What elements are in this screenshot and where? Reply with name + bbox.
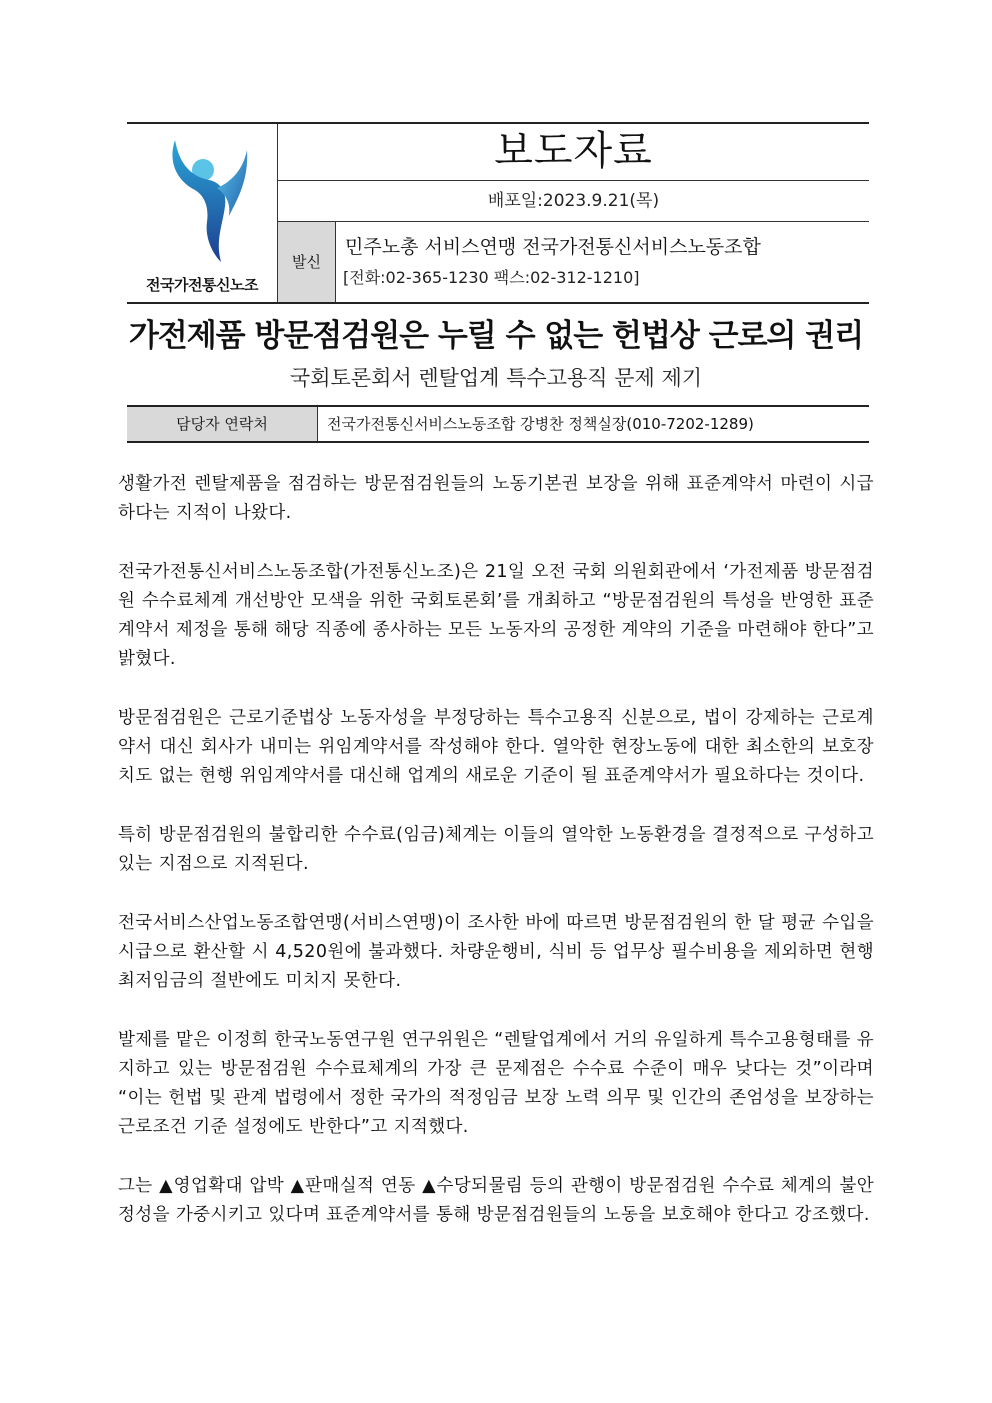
sender-contact-numbers: [전화:02-365-1230 팩스:02-312-1210] [343,268,640,287]
paragraph-5: 전국서비스산업노동조합연맹(서비스연맹)이 조사한 바에 따르면 방문점검원의 한 달 평균 수입을 시급으로 환산할 시 4,520원에 불과했다. 차량운행비, 식비 등 업무상 필수비용을 제외하면 현행 최저임금의 절반에도 미치지 못한다. [118,913,874,991]
paragraph-2: 전국가전통신서비스노동조합(가전통신노조)은 21일 오전 국회 의원회관에서 ‘가전제품 방문점검원 수수료체계 개선방안 모색을 위한 국회토론회’를 개최하고 “방문점검원의 특성을 반영한 표준계약서 제정을 통해 해당 직종에 종사하는 모든 노동자의 공정한 계약의 기준을 마련해야 한다”고 밝혔다. [118,562,874,669]
union-logo-icon [165,136,249,266]
logo-cell [127,124,278,302]
paragraph-6: 발제를 맡은 이정희 한국노동연구원 연구위원은 “렌탈업계에서 거의 유일하게 특수고용형태를 유지하고 있는 방문점검원 수수료체계의 가장 큰 문제점은 수수료 수준이 매우 낮다는 것”이라며 “이는 헌법 및 관계 법령에서 정한 국가의 적정임금 보장 노력 의무 및 인간의 존엄성을 보장하는 근로조건 기준 설정에도 반한다”고 지적했다. [118,1030,874,1137]
sender-label: 발신 [278,222,336,302]
headline: 가전제품 방문점검원은 누릴 수 없는 헌법상 근로의 권리 [128,318,864,354]
contact-label: 담당자 연락처 [127,407,318,441]
release-date: 배포일:2023.9.21(목) [278,181,869,222]
document-title-row [278,124,869,181]
logo-text: 전국가전통신노조 [146,276,258,294]
press-release-header [127,122,869,304]
subheadline: 국회토론회서 렌탈업계 특수고용직 문제 제기 [289,366,703,390]
contact-value: 전국가전통신서비스노동조합 강병찬 정책실장(010-7202-1289) [327,415,754,433]
article-body [118,470,874,1260]
contact-row [127,405,869,443]
sender-organization: 민주노총 서비스연맹 전국가전통신서비스노동조합 [345,236,761,258]
document-title: 보도자료 [494,128,653,174]
paragraph-3: 방문점검원은 근로기준법상 노동자성을 부정당하는 특수고용직 신분으로, 법이 강제하는 근로계약서 대신 회사가 내미는 위임계약서를 작성해야 한다. 열악한 현장노동에 대한 최소한의 보호장치도 없는 현행 위임계약서를 대신해 업계의 새로운 기준이 될 표준계약서가 필요하다는 것이다. [118,708,874,786]
paragraph-4: 특히 방문점검원의 불합리한 수수료(임금)체계는 이들의 열악한 노동환경을 결정적으로 구성하고 있는 지점으로 지적된다. [118,825,874,874]
paragraph-7: 그는 ▲영업확대 압박 ▲판매실적 연동 ▲수당되물림 등의 관행이 방문점검원 수수료 체계의 불안정성을 가중시키고 있다며 표준계약서를 통해 방문점검원들의 노동을 보호해야 한다고 강조했다. [118,1176,874,1225]
paragraph-1: 생활가전 렌탈제품을 점검하는 방문점검원들의 노동기본권 보장을 위해 표준계약서 마련이 시급하다는 지적이 나왔다. [118,474,874,523]
